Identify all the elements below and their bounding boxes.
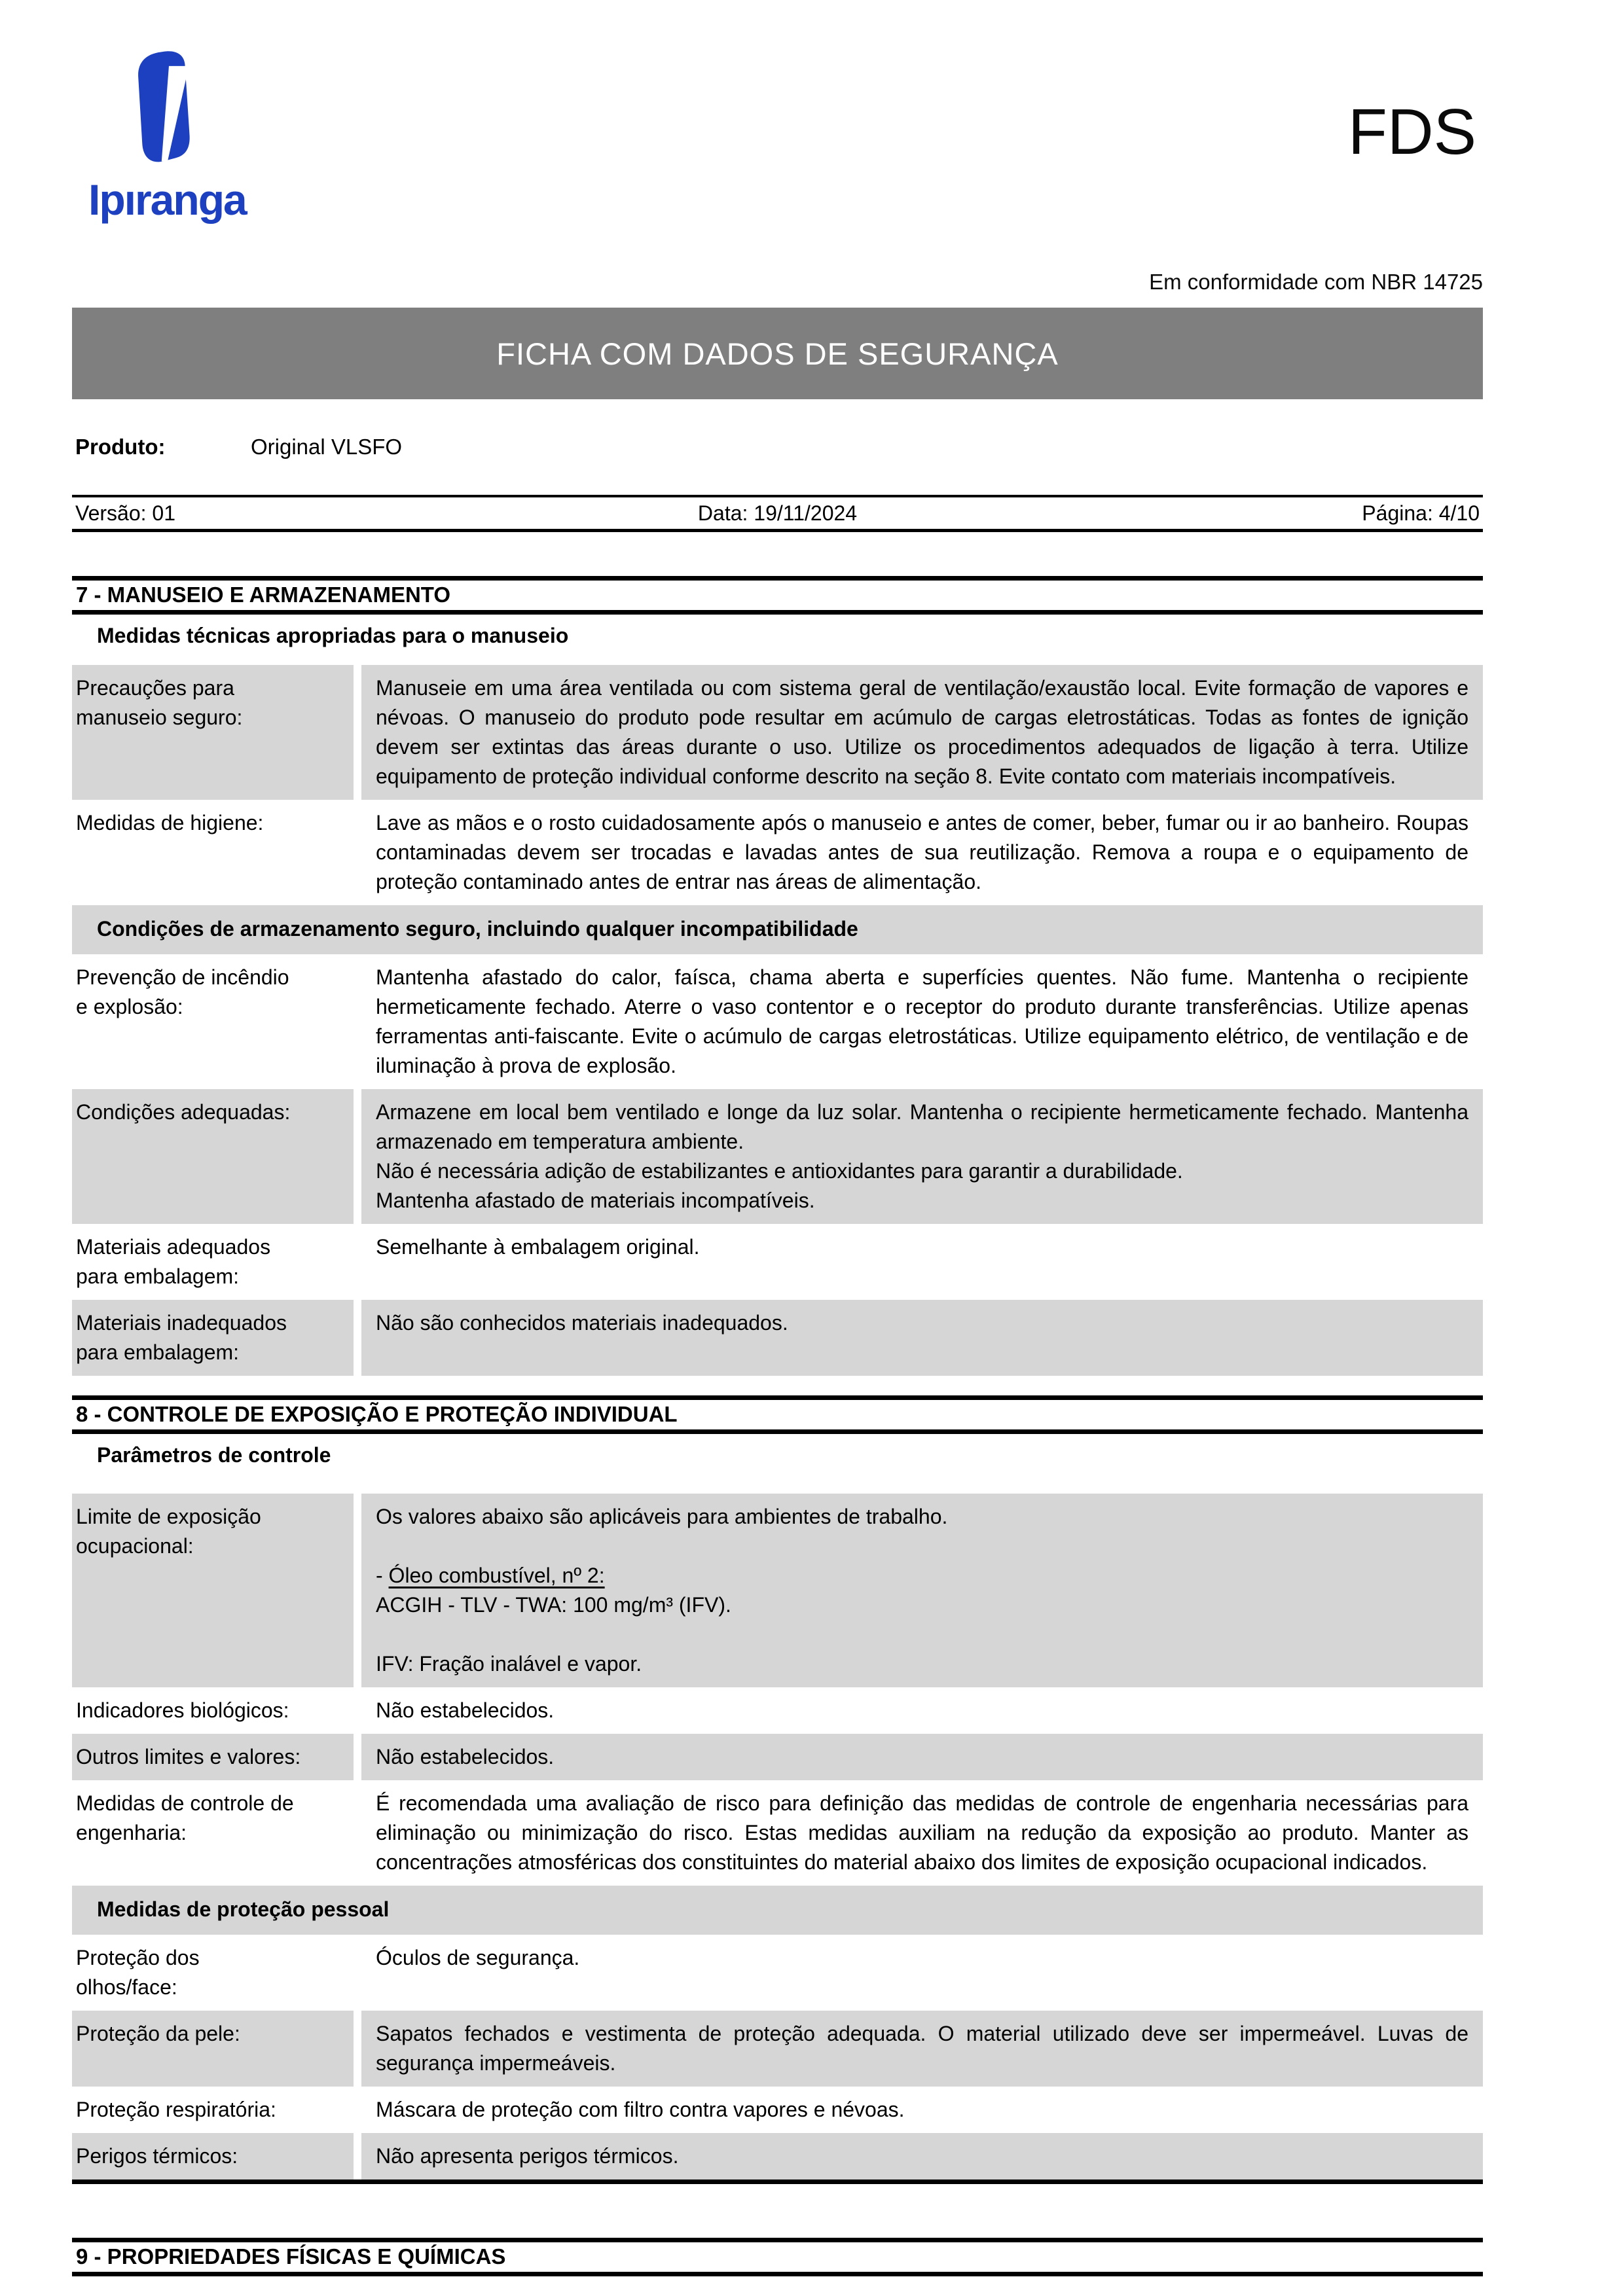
table-row — [72, 1089, 1483, 1224]
row-label: Outros limites e valores: — [72, 1734, 354, 1780]
product-value: Original VLSFO — [251, 435, 403, 459]
row-content: Não apresenta perigos térmicos. — [361, 2133, 1483, 2179]
row-label: Materiais adequados para embalagem: — [76, 1235, 271, 1288]
row-content: Não são conhecidos materiais inadequados. — [361, 1300, 1483, 1376]
row-content: Não estabelecidos. — [376, 1698, 555, 1722]
exposure-limit-value: ACGIH - TLV - TWA: 100 mg/m³ (IFV). — [376, 1593, 731, 1617]
table-row — [72, 1224, 1483, 1300]
row-content: É recomendada uma avaliação de risco para definição das medidas de controle de engenharia necessárias para eliminação ou minimização do risco. Estas medidas auxiliam na redução da exposição ao produto. Manter as concentrações atmosféricas dos constituintes do material abaixo dos limites de exposição ocupacional indicados. — [376, 1791, 1468, 1874]
row-label: Medidas de higiene: — [76, 811, 264, 834]
row-label: Condições adequadas: — [72, 1089, 354, 1224]
row-content: Armazene em local bem ventilado e longe da luz solar. Mantenha o recipiente hermeticamente fechado. Mantenha armazenado em temperatura ambiente. Não é necessária adição de estabilizantes e antioxidantes para garantir a durabilidade. Mantenha afastado de materiais incompatíveis. — [361, 1089, 1483, 1224]
row-label: Materiais inadequados para embalagem: — [72, 1300, 354, 1376]
subsection-storage-title: Condições de armazenamento seguro, incluindo qualquer incompatibilidade — [72, 905, 1483, 954]
row-label: Proteção dos olhos/face: — [76, 1946, 200, 1999]
row-content: Lave as mãos e o rosto cuidadosamente após o manuseio e antes de comer, beber, fumar ou ir ao banheiro. Roupas contaminadas devem ser trocadas e lavadas antes de sua reutilização. Remova a roupa e o equipamento de proteção contaminado antes de entrar nas áreas de alimentação. — [376, 811, 1468, 893]
ifv-definition: IFV: Fração inalável e vapor. — [376, 1652, 642, 1676]
subsection-handling-title: Medidas técnicas apropriadas para o manuseio — [97, 624, 569, 647]
row-content: Mantenha afastado do calor, faísca, chama aberta e superfícies quentes. Não fume. Mantenha o recipiente hermeticamente fechado. Aterre o vaso contentor e o receptor do produto durante transferências. Utilize apenas ferramentas anti-faiscante. Evite o acúmulo de cargas eletrostáticas. Utilize equipamento elétrico, de ventilação e de iluminação à prova de explosão. — [376, 965, 1468, 1077]
document-title: FICHA COM DADOS DE SEGURANÇA — [496, 336, 1059, 371]
table-row — [72, 1935, 1483, 2011]
table-row — [72, 2087, 1483, 2133]
row-label: Proteção da pele: — [72, 2011, 354, 2087]
subsection-ppe-title: Medidas de proteção pessoal — [72, 1886, 1483, 1935]
row-label: Prevenção de incêndio e explosão: — [76, 965, 289, 1018]
row-content: Máscara de proteção com filtro contra vapores e névoas. — [376, 2098, 905, 2121]
table-row — [72, 1780, 1483, 1886]
version-strip — [72, 495, 1483, 532]
main-content — [72, 576, 1483, 2276]
row-content: Óculos de segurança. — [376, 1946, 580, 1969]
date-field: Data: 19/11/2024 — [697, 501, 858, 525]
row-label: Medidas de controle de engenharia: — [76, 1791, 294, 1844]
page-number-field: Página: 4/10 — [1362, 501, 1480, 525]
row-label: Indicadores biológicos: — [76, 1698, 289, 1722]
product-line — [75, 435, 402, 459]
ipiranga-wordmark: Ipıranga — [88, 175, 246, 224]
row-content: Semelhante à embalagem original. — [376, 1235, 700, 1259]
row-content: Não estabelecidos. — [361, 1734, 1483, 1780]
table-row — [72, 1687, 1483, 1734]
row-label: Precauções para manuseio seguro: — [72, 665, 354, 800]
row-label: Limite de exposição ocupacional: — [72, 1494, 354, 1687]
section-9-title: 9 - PROPRIEDADES FÍSICAS E QUÍMICAS — [72, 2238, 1483, 2276]
table-row — [72, 2133, 1483, 2179]
version-field: Versão: 01 — [75, 501, 175, 525]
doc-code-title: FDS — [1348, 96, 1476, 168]
row-label: Perigos térmicos: — [72, 2133, 354, 2179]
table-row — [72, 1734, 1483, 1780]
table-row — [72, 800, 1483, 905]
ipiranga-logo-icon — [133, 46, 206, 168]
table-row — [72, 665, 1483, 800]
section-8-bottom-rule — [72, 2179, 1483, 2184]
ipiranga-logo — [88, 46, 252, 224]
row-label: Proteção respiratória: — [76, 2098, 276, 2121]
product-label: Produto: — [75, 435, 166, 459]
row-content: Sapatos fechados e vestimenta de proteção adequada. O material utilizado deve ser impermeável. Luvas de segurança impermeáveis. — [361, 2011, 1483, 2087]
compliance-note: Em conformidade com NBR 14725 — [1149, 270, 1483, 294]
table-row — [72, 954, 1483, 1089]
subsection-control-params-title: Parâmetros de controle — [97, 1443, 331, 1467]
table-row — [72, 1300, 1483, 1376]
table-row — [72, 2011, 1483, 2087]
exposure-limit-substance: - Óleo combustível, nº 2: — [376, 1564, 605, 1587]
section-7-title: 7 - MANUSEIO E ARMAZENAMENTO — [72, 576, 1483, 615]
row-content: Manuseie em uma área ventilada ou com sistema geral de ventilação/exaustão local. Evite formação de vapores e névoas. O manuseio do produto pode resultar em acúmulo de cargas eletrostáticas. Todas as fontes de ignição devem ser extintas das áreas durante o uso. Utilize os procedimentos adequados de ligação à terra. Utilize equipamento de proteção individual conforme descrito na seção 8. Evite contato com materiais incompatíveis. — [361, 665, 1483, 800]
section-8-title: 8 - CONTROLE DE EXPOSIÇÃO E PROTEÇÃO INDIVIDUAL — [72, 1395, 1483, 1434]
document-title-banner — [72, 308, 1483, 399]
row-content: Os valores abaixo são aplicáveis para ambientes de trabalho. - Óleo combustível, nº 2: ACGIH - TLV - TWA: 100 mg/m³ (IFV). IFV: Fração inalável e vapor. — [361, 1494, 1483, 1687]
table-row — [72, 1494, 1483, 1687]
